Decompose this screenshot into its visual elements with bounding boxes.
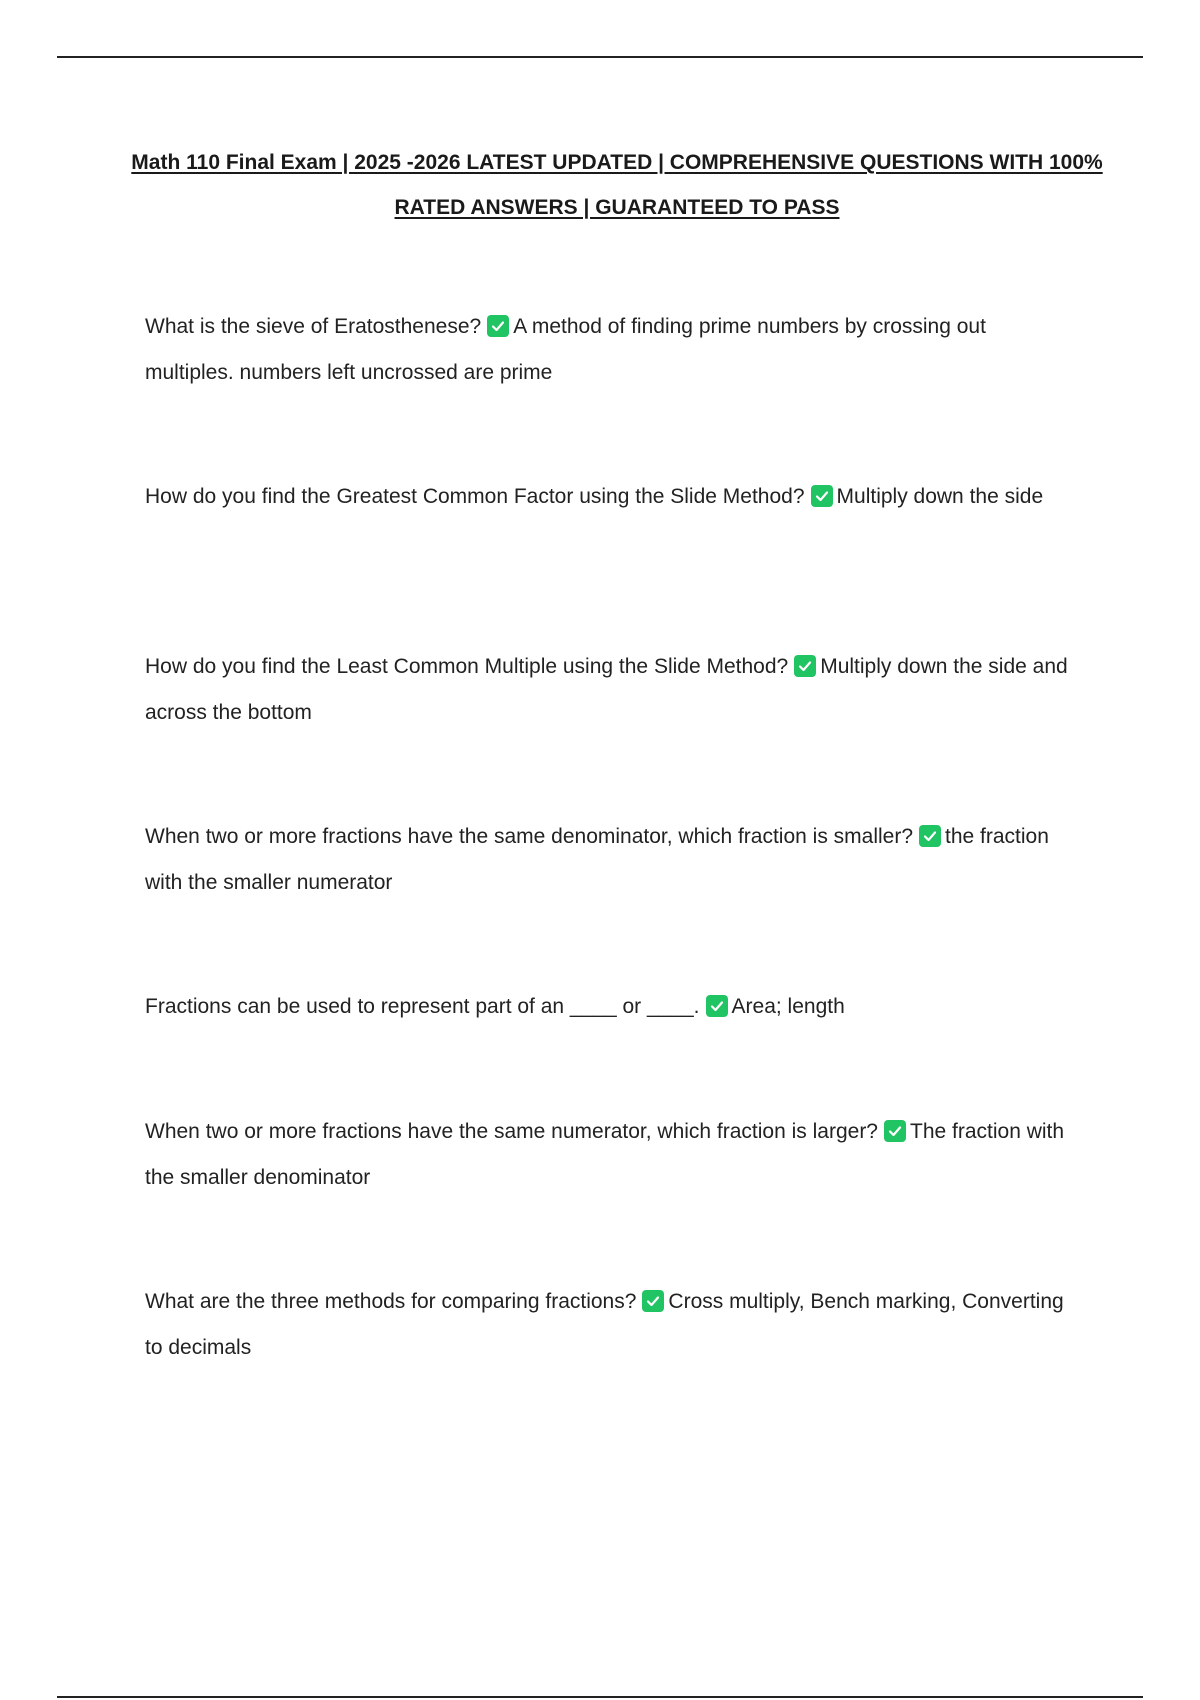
check-mark-icon <box>884 1120 906 1142</box>
question-text: What are the three methods for comparing fractions? <box>145 1290 637 1313</box>
check-mark-icon <box>919 825 941 847</box>
check-mark-icon <box>642 1290 664 1312</box>
question-text: Fractions can be used to represent part of an ____ or ____. <box>145 995 700 1018</box>
check-mark-icon <box>706 995 728 1017</box>
qa-item <box>145 1109 1075 1201</box>
check-mark-icon <box>487 315 509 337</box>
check-mark-icon <box>811 485 833 507</box>
qa-item <box>145 984 1075 1030</box>
question-text: When two or more fractions have the same numerator, which fraction is larger? <box>145 1120 878 1143</box>
qa-item <box>145 814 1075 906</box>
qa-item <box>145 1279 1075 1371</box>
footer-rule <box>57 1696 1143 1698</box>
question-text: How do you find the Greatest Common Factor using the Slide Method? <box>145 485 805 508</box>
qa-item <box>145 644 1075 736</box>
check-mark-icon <box>794 655 816 677</box>
qa-item <box>145 304 1075 396</box>
answer-text: the fraction with the smaller numerator <box>145 825 1049 894</box>
answer-text: Cross multiply, Bench marking, Converting to decimals <box>145 1290 1064 1359</box>
question-text: What is the sieve of Eratosthenese? <box>145 315 482 338</box>
qa-item <box>145 474 1075 520</box>
question-text: How do you find the Least Common Multiple using the Slide Method? <box>145 655 789 678</box>
answer-text: Area; length <box>731 995 845 1018</box>
document-title: Math 110 Final Exam | 2025 -2026 LATEST UPDATED | COMPREHENSIVE QUESTIONS WITH 100% RATED ANSWERS | GUARANTEED TO PASS <box>131 151 1103 219</box>
answer-text: A method of finding prime numbers by crossing out multiples. numbers left uncrossed are prime <box>145 315 986 384</box>
answer-text: Multiply down the side and across the bottom <box>145 655 1068 724</box>
answer-text: The fraction with the smaller denominator <box>145 1120 1065 1189</box>
question-text: When two or more fractions have the same denominator, which fraction is smaller? <box>145 825 914 848</box>
header-rule <box>57 56 1143 58</box>
answer-text: Multiply down the side <box>836 485 1044 508</box>
